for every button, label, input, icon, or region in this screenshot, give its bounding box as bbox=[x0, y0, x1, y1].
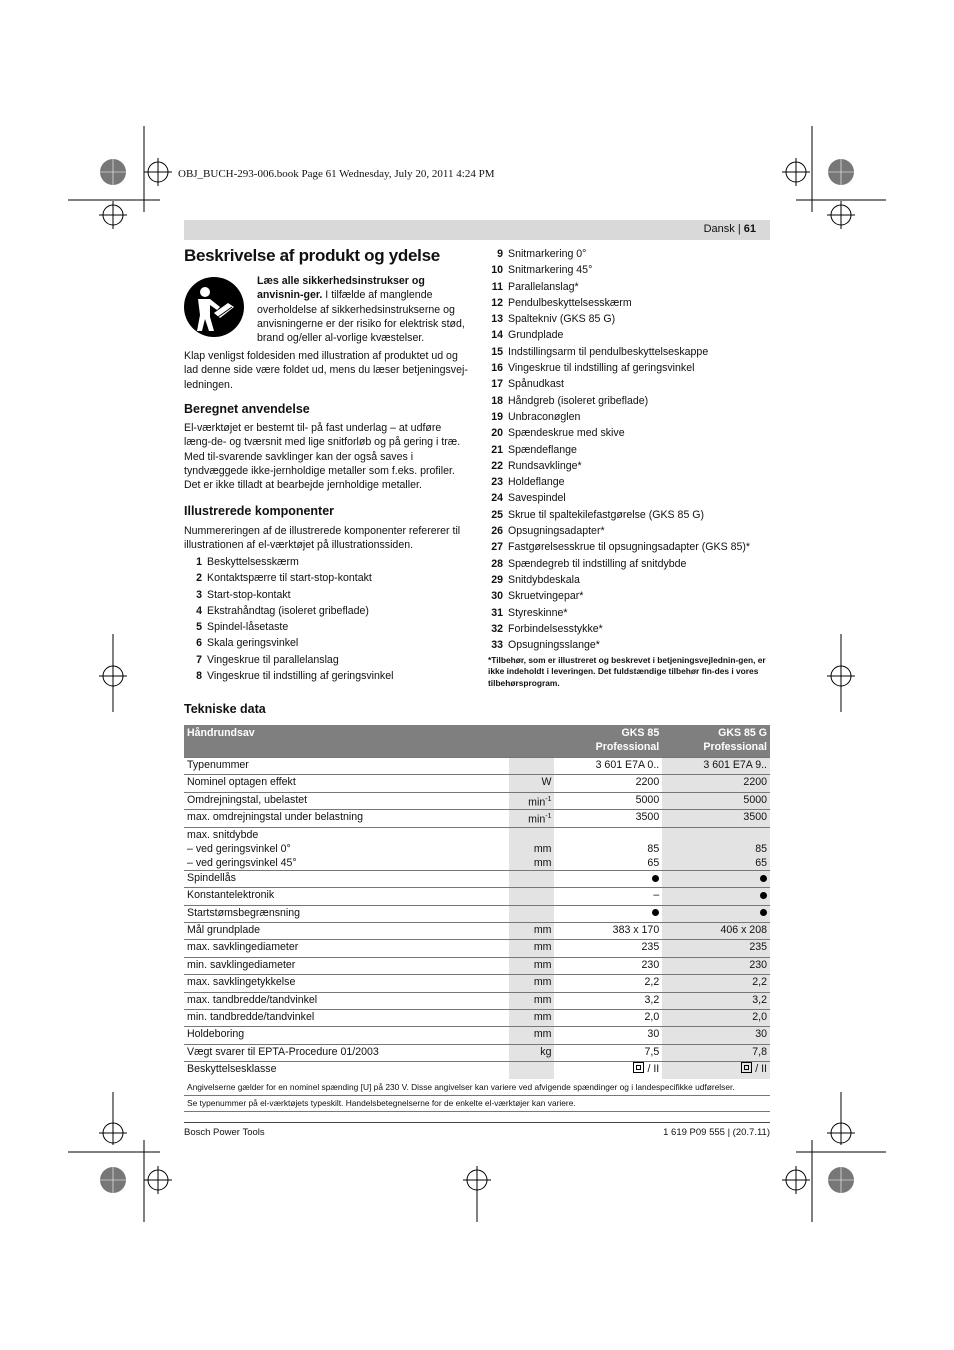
list-item bbox=[184, 619, 469, 635]
component-list-right bbox=[485, 246, 770, 653]
item-label: Forbindelsesstykke* bbox=[508, 622, 603, 635]
page-header: Dansk | 61 bbox=[703, 223, 756, 235]
accessory-footnote: *Tilbehør, som er illustreret og beskrevet i betjeningsvejlednin-gen, er ikke indeholdt i leveringen. Det fuldstændige tilbehør fin-des i vores tilbehørsprogram. bbox=[488, 655, 766, 688]
table-note-voltage: Angivelserne gælder for en nominel spænding [U] på 230 V. Disse angivelser kan variere ved afvigende spændinger og i landespecifikke udførelser. bbox=[187, 1082, 735, 1092]
table-row: Mål grundplade mm 383 x 170 406 x 208 bbox=[184, 923, 770, 940]
item-label: Fastgørelsesskrue til opsugningsadapter (GKS 85)* bbox=[508, 541, 751, 554]
list-item bbox=[485, 621, 770, 637]
intended-use-paragraph-2: Det er ikke tilladt at bearbejde jernholdige metaller. bbox=[184, 479, 422, 492]
list-item bbox=[485, 637, 770, 653]
item-number: 23 bbox=[491, 476, 503, 489]
item-label: Håndgreb (isoleret gribeflade) bbox=[508, 394, 649, 407]
item-number: 5 bbox=[196, 621, 202, 634]
item-number: 20 bbox=[491, 427, 503, 440]
item-number: 7 bbox=[196, 653, 202, 666]
item-label: Spændeflange bbox=[508, 443, 577, 456]
item-number: 1 bbox=[196, 556, 202, 568]
item-label: Spaltekniv (GKS 85 G) bbox=[508, 313, 616, 326]
item-number: 25 bbox=[491, 508, 503, 521]
table-row: max. snitdybde – ved geringsvinkel 0° – ved geringsvinkel 45° mm mm 85 65 85 65 bbox=[184, 827, 770, 870]
page-title: Beskrivelse af produkt og ydelse bbox=[184, 246, 440, 265]
list-item bbox=[485, 523, 770, 539]
warning-text bbox=[257, 274, 469, 345]
table-row: max. savklingetykkelse mm 2,2 2,2 bbox=[184, 975, 770, 992]
table-note-typenumber: Se typenummer på el-værktøjets typeskilt. Handelsbetegnelserne for de enkelte el-værktøjer kan variere. bbox=[187, 1098, 576, 1108]
item-label: Spånudkast bbox=[508, 378, 564, 391]
item-number: 14 bbox=[491, 329, 503, 342]
table-row: Beskyttelsesklasse / II / II bbox=[184, 1062, 770, 1079]
list-item bbox=[184, 668, 469, 684]
item-number: 29 bbox=[491, 573, 503, 586]
list-item bbox=[485, 507, 770, 523]
dot-icon bbox=[760, 875, 767, 882]
item-number: 18 bbox=[491, 394, 503, 407]
item-number: 28 bbox=[491, 557, 503, 570]
item-number: 3 bbox=[196, 588, 202, 601]
item-number: 16 bbox=[491, 362, 503, 375]
list-item bbox=[485, 539, 770, 555]
page-header-bar bbox=[184, 220, 770, 240]
intended-use-heading: Beregnet anvendelse bbox=[184, 402, 310, 416]
dot-icon bbox=[652, 909, 659, 916]
item-number: 32 bbox=[491, 622, 503, 635]
item-label: Vingeskrue til indstilling af geringsvinkel bbox=[508, 362, 695, 375]
dot-icon bbox=[760, 909, 767, 916]
list-item bbox=[184, 635, 469, 651]
item-label: Skrue til spaltekilefastgørelse (GKS 85 G) bbox=[508, 508, 705, 521]
footer-docnumber: 1 619 P09 555 | (20.7.11) bbox=[663, 1127, 770, 1138]
item-number: 33 bbox=[491, 639, 503, 652]
item-number: 15 bbox=[491, 345, 503, 358]
list-item bbox=[485, 360, 770, 376]
item-label: Pendulbeskyttelsesskærm bbox=[508, 296, 632, 309]
table-row: Nominel optagen effekt W 2200 2200 bbox=[184, 775, 770, 792]
list-item bbox=[485, 458, 770, 474]
item-label: Grundplade bbox=[508, 329, 564, 342]
item-label: Unbraconøglen bbox=[508, 410, 581, 423]
col-header-gks85g: GKS 85 G Professional bbox=[662, 725, 770, 758]
item-label: Start-stop-kontakt bbox=[207, 588, 291, 601]
item-number: 10 bbox=[491, 264, 503, 277]
list-item bbox=[485, 344, 770, 360]
item-number: 19 bbox=[491, 410, 503, 423]
item-number: 31 bbox=[491, 606, 503, 619]
table-row: Spindellås bbox=[184, 870, 770, 887]
dot-icon bbox=[652, 875, 659, 882]
item-label: Spændegreb til indstilling af snitdybde bbox=[508, 557, 687, 570]
list-item bbox=[485, 409, 770, 425]
item-label: Holdeflange bbox=[508, 476, 565, 489]
col-header-gks85: GKS 85 Professional bbox=[554, 725, 662, 758]
list-item bbox=[485, 605, 770, 621]
list-item bbox=[184, 554, 469, 570]
table-row: min. tandbredde/tandvinkel mm 2,0 2,0 bbox=[184, 1009, 770, 1026]
list-item bbox=[184, 570, 469, 586]
table-row: Omdrejningstal, ubelastet $\min^{-1}$ 5000 5000 bbox=[184, 792, 770, 810]
item-label: Snitmarkering 45° bbox=[508, 264, 593, 277]
table-row: Startstømsbegrænsning bbox=[184, 905, 770, 922]
item-label: Spændeskrue med skive bbox=[508, 427, 625, 440]
components-intro: Nummereringen af de illustrerede komponenter refererer til illustrationen af el-værktøjet på illustrationssiden. bbox=[184, 525, 461, 552]
item-number: 21 bbox=[491, 443, 503, 456]
list-item bbox=[485, 490, 770, 506]
list-item bbox=[485, 246, 770, 262]
tech-data-table bbox=[184, 725, 770, 1079]
item-label: Snitmarkering 0° bbox=[508, 248, 587, 260]
item-label: Skruetvingepar* bbox=[508, 590, 584, 603]
item-label: Ekstrahåndtag (isoleret gribeflade) bbox=[207, 604, 369, 617]
table-row: max. omdrejningstal under belastning $\min^{-1}$ 3500 3500 bbox=[184, 810, 770, 828]
table-row: Holdeboring mm 30 30 bbox=[184, 1027, 770, 1044]
item-number: 11 bbox=[491, 280, 503, 293]
item-label: Rundsavklinge* bbox=[508, 459, 582, 472]
intro-text: Klap venligst foldesiden med illustration af produktet ud og lad denne side være foldet ud, mens du læser betjeningsvej-ledningen. bbox=[184, 350, 468, 391]
item-label: Styreskinne* bbox=[508, 606, 568, 619]
list-item bbox=[485, 279, 770, 295]
footer-brand: Bosch Power Tools bbox=[184, 1127, 265, 1138]
table-row: max. tandbredde/tandvinkel mm 3,2 3,2 bbox=[184, 992, 770, 1009]
table-row: Konstantelektronik – bbox=[184, 888, 770, 905]
item-number: 9 bbox=[497, 248, 503, 260]
item-label: Snitdybdeskala bbox=[508, 573, 580, 586]
list-item bbox=[485, 393, 770, 409]
intended-use-text bbox=[184, 421, 469, 492]
list-item bbox=[485, 262, 770, 278]
component-list-left bbox=[184, 554, 469, 684]
dot-icon bbox=[760, 892, 767, 899]
list-item bbox=[485, 442, 770, 458]
list-item bbox=[485, 376, 770, 392]
list-item bbox=[485, 556, 770, 572]
table-row: max. savklingediameter mm 235 235 bbox=[184, 940, 770, 957]
list-item bbox=[485, 572, 770, 588]
list-item bbox=[485, 311, 770, 327]
table-row: Vægt svarer til EPTA-Procedure 01/2003 kg 7,5 7,8 bbox=[184, 1044, 770, 1061]
table-row: min. savklingediameter mm 230 230 bbox=[184, 957, 770, 974]
item-number: 22 bbox=[491, 459, 503, 472]
item-number: 27 bbox=[491, 541, 503, 554]
item-number: 24 bbox=[491, 492, 503, 505]
list-item bbox=[485, 425, 770, 441]
header-language: Dansk bbox=[703, 223, 735, 235]
page-number: 61 bbox=[743, 223, 756, 235]
list-item bbox=[485, 588, 770, 604]
item-label: Indstillingsarm til pendulbeskyttelseskappe bbox=[508, 345, 709, 358]
table-header-row bbox=[184, 725, 770, 758]
item-label: Parallelanslag* bbox=[508, 280, 579, 293]
list-item bbox=[485, 474, 770, 490]
protection-class-icon bbox=[633, 1062, 644, 1073]
item-number: 12 bbox=[491, 296, 503, 309]
item-label: Kontaktspærre til start-stop-kontakt bbox=[207, 572, 372, 585]
item-label: Vingeskrue til parallelanslag bbox=[207, 653, 339, 666]
item-label: Spindel-låsetaste bbox=[207, 621, 289, 634]
print-info: OBJ_BUCH-293-006.book Page 61 Wednesday, July 20, 2011 4:24 PM bbox=[178, 168, 495, 180]
intended-use-paragraph: El-værktøjet er bestemt til- på fast underlag – at udføre læng-de- og tværsnit med lige snitforløb og på gering i træ. Med til-svarende savklinger kan der også saves i tyndvæggede ikke-jernholdige metaller som f.eks. profiler. bbox=[184, 422, 461, 477]
warning-bold: Læs alle sikkerhedsinstrukser og anvisnin-ger. bbox=[257, 275, 425, 302]
tech-data-heading: Tekniske data bbox=[184, 702, 266, 716]
item-number: 26 bbox=[491, 525, 503, 538]
item-label: Beskyttelsesskærm bbox=[207, 556, 299, 568]
item-number: 17 bbox=[491, 378, 503, 391]
item-number: 6 bbox=[196, 637, 202, 650]
list-item bbox=[485, 295, 770, 311]
list-item bbox=[184, 587, 469, 603]
item-number: 4 bbox=[196, 604, 202, 617]
item-number: 8 bbox=[196, 670, 202, 683]
footer-rule bbox=[184, 1122, 770, 1123]
item-label: Savespindel bbox=[508, 492, 566, 505]
list-item bbox=[184, 652, 469, 668]
read-manual-icon bbox=[184, 277, 244, 337]
table-row: Typenummer 3 601 E7A 0.. 3 601 E7A 9.. bbox=[184, 758, 770, 775]
item-number: 2 bbox=[196, 572, 202, 585]
col-header-product: Håndrundsav bbox=[184, 725, 509, 758]
components-heading: Illustrerede komponenter bbox=[184, 504, 335, 518]
list-item bbox=[184, 603, 469, 619]
item-label: Skala geringsvinkel bbox=[207, 637, 299, 650]
item-number: 30 bbox=[491, 590, 503, 603]
item-label: Vingeskrue til indstilling af geringsvinkel bbox=[207, 670, 394, 683]
item-label: Opsugningsslange* bbox=[508, 639, 600, 652]
item-number: 13 bbox=[491, 313, 503, 326]
warning-body: I tilfælde af manglende overholdelse af sikkerhedsinstrukserne og anvisningerne er der risiko for elektrisk stød, brand og/eller al-vorlige kvæstelser. bbox=[257, 289, 465, 345]
list-item bbox=[485, 327, 770, 343]
item-label: Opsugningsadapter* bbox=[508, 525, 605, 538]
protection-class-icon bbox=[741, 1062, 752, 1073]
